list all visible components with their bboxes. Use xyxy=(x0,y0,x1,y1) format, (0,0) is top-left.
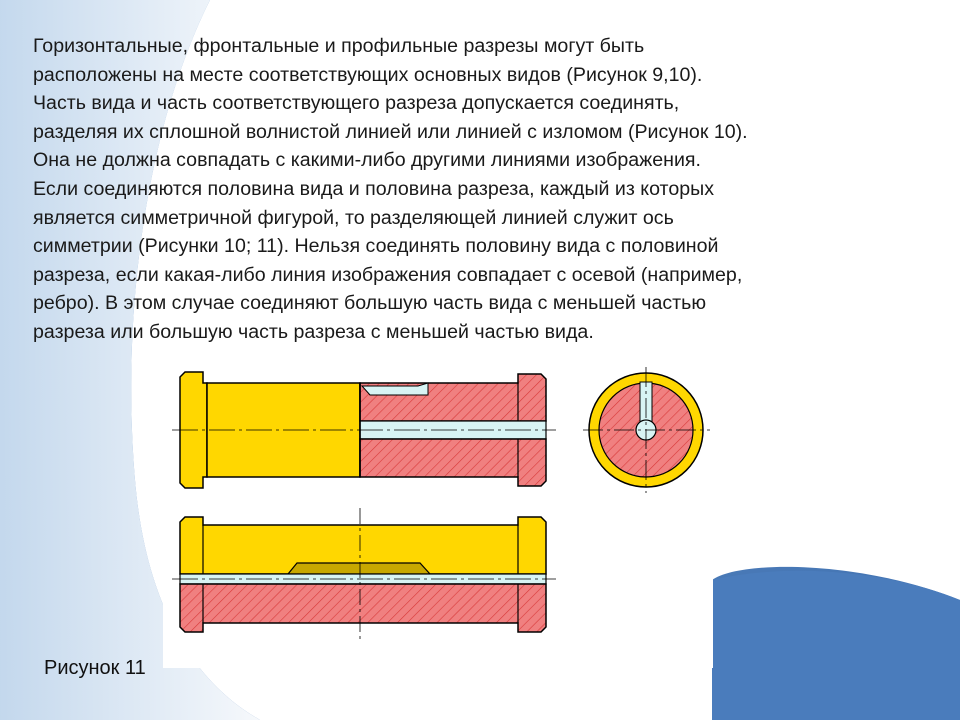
text-line: Горизонтальные, фронтальные и профильные разрезы могут быть xyxy=(33,35,645,57)
text-line: Если соединяются половина вида и половина разреза, каждый из которых xyxy=(33,177,714,200)
text-line: разреза или большую часть разреза с меньшей частью вида. xyxy=(33,320,594,343)
text-line: разреза, если какая-либо линия изображения совпадает с осевой (например, xyxy=(33,263,743,286)
figure-caption: Рисунок 11 xyxy=(44,657,146,679)
text-line: симметрии (Рисунки 10; 11). Нельзя соединять половину вида с половиной xyxy=(33,235,719,258)
text-line: является симметричной фигурой, то разделяющей линией служит ось xyxy=(33,206,674,229)
shaft-bottom-view xyxy=(172,508,556,640)
keyway-visible xyxy=(288,563,430,574)
text-line: разделяя их сплошной волнистой линией или линией с изломом (Рисунок 10). xyxy=(33,120,748,143)
text-line: Она не должна совпадать с какими-либо другими линиями изображения. xyxy=(33,149,701,172)
text-line: ребро). В этом случае соединяют большую часть вида с меньшей частью xyxy=(33,292,707,315)
text-line: расположены на месте соответствующих основных видов (Рисунок 9,10). xyxy=(33,63,703,86)
text-line: Часть вида и часть соответствующего разреза допускается соединять, xyxy=(33,92,680,115)
shaft-half-section-view xyxy=(172,372,556,488)
